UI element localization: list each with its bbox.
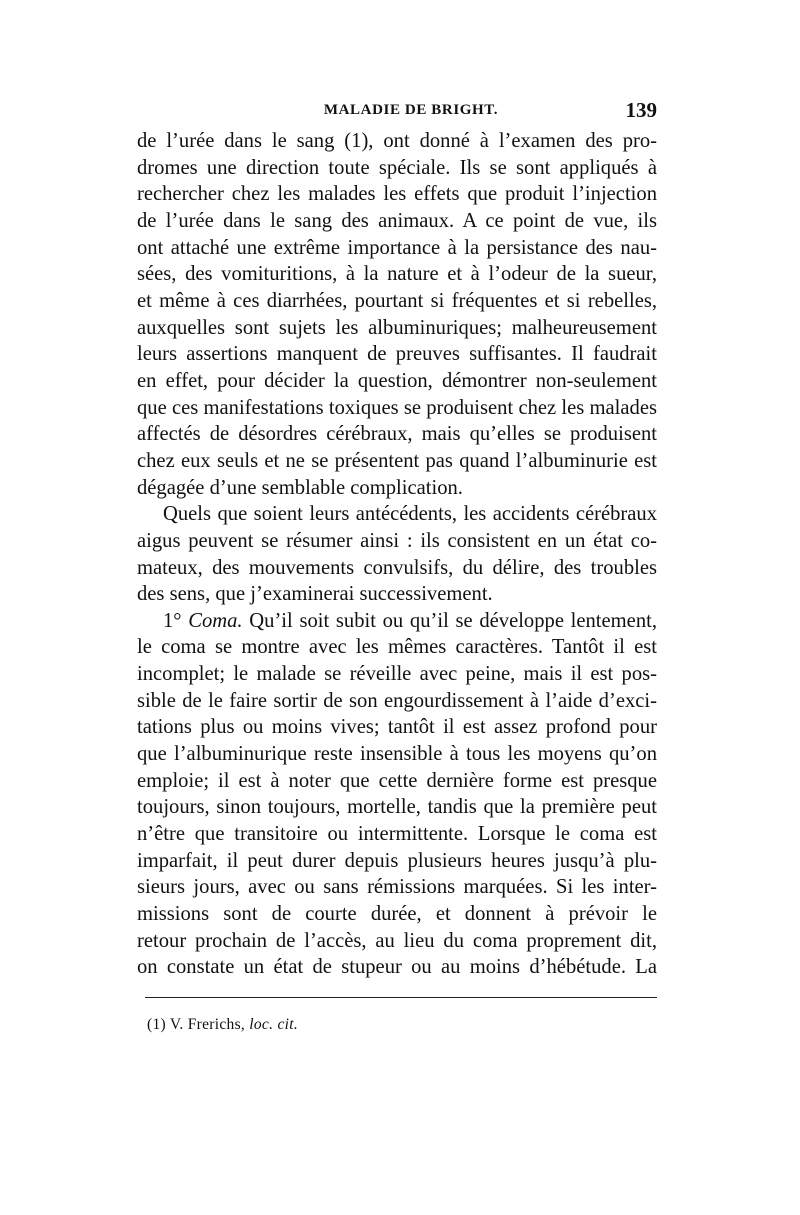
text-line: affectés de désordres cérébraux, mais qu’elles se produisent <box>137 423 657 446</box>
text-line: missions sont de courte durée, et donnent à prévoir le <box>137 903 657 926</box>
text-line: sées, des vomituritions, à la nature et à l’odeur de la sueur, <box>137 263 657 286</box>
text-line: leurs assertions manquent de preuves suffisantes. Il faudrait <box>137 343 657 366</box>
section-first-line <box>137 608 657 635</box>
text-line: que l’albuminurique reste insensible à tous les moyens qu’on <box>137 743 657 766</box>
text-line: ont attaché une extrême importance à la persistance des nau- <box>137 236 657 259</box>
text-line: et même à ces diarrhées, pourtant si fréquentes et si rebelles, <box>137 289 657 312</box>
text-line: toujours, sinon toujours, mortelle, tandis que la première peut <box>137 796 657 819</box>
footnote-reference: loc. cit. <box>249 1016 299 1033</box>
text-line: retour prochain de l’accès, au lieu du coma proprement dit, <box>137 929 657 952</box>
text-line: de l’urée dans le sang des animaux. A ce point de vue, ils <box>137 209 657 232</box>
footnote-text: (1) V. Frerichs, <box>147 1016 250 1033</box>
text-line: incomplet; le malade se réveille avec peine, mais il est pos- <box>137 663 657 686</box>
section-heading: Coma. <box>188 609 243 632</box>
text-line: que ces manifestations toxiques se produisent chez les malades <box>137 396 657 419</box>
text-line: sible de le faire sortir de son engourdissement à l’aide d’exci- <box>137 689 657 712</box>
running-title: MALADIE DE BRIGHT. <box>323 102 499 118</box>
paragraph-2 <box>137 501 657 608</box>
section-first-line-text: Qu’il soit subit ou qu’il se développe lentement, <box>242 609 657 632</box>
page-number: 139 <box>625 98 657 122</box>
text-line: le coma se montre avec les mêmes caractères. Tantôt il est <box>137 636 657 659</box>
text-line: de l’urée dans le sang (1), ont donné à l’examen des pro- <box>137 130 657 152</box>
text-line: tations plus ou moins vives; tantôt il est assez profond pour <box>137 716 657 739</box>
text-line: imparfait, il peut durer depuis plusieurs heures jusqu’à plu- <box>137 849 657 872</box>
text-line: dromes une direction toute spéciale. Ils se sont appliqués à <box>137 156 657 179</box>
text-line: emploie; il est à noter que cette dernière forme est presque <box>137 769 657 792</box>
text-line: mateux, des mouvements convulsifs, du délire, des troubles <box>137 556 657 579</box>
text-line: en effet, pour décider la question, démontrer non-seulement <box>137 369 657 392</box>
running-head <box>137 98 657 126</box>
text-line: chez eux seuls et ne se présentent pas quand l’albuminurie est <box>137 449 657 472</box>
text-line: dégagée d’une semblable complication. <box>137 476 463 499</box>
text-line: aigus peuvent se résumer ainsi : ils consistent en un état co- <box>137 529 657 552</box>
paragraph-1 <box>137 128 657 501</box>
text-line: on constate un état de stupeur ou au moins d’hébétude. La <box>137 956 657 979</box>
text-line: auxquelles sont sujets les albuminuriques; malheureusement <box>137 316 657 339</box>
footnote <box>147 1016 298 1034</box>
text-line: des sens, que j’examinerai successivement. <box>137 583 493 606</box>
text-line: n’être que transitoire ou intermittente. Lorsque le coma est <box>137 823 657 846</box>
text-line: rechercher chez les malades les effets que produit l’injection <box>137 183 657 206</box>
footnote-rule <box>145 997 657 998</box>
section-number: 1° <box>163 609 189 632</box>
text-line: Quels que soient leurs antécédents, les accidents cérébraux <box>163 503 657 526</box>
body-text <box>137 128 657 981</box>
paragraph-coma <box>137 608 657 981</box>
text-line: sieurs jours, avec ou sans rémissions marquées. Si les inter- <box>137 876 657 899</box>
